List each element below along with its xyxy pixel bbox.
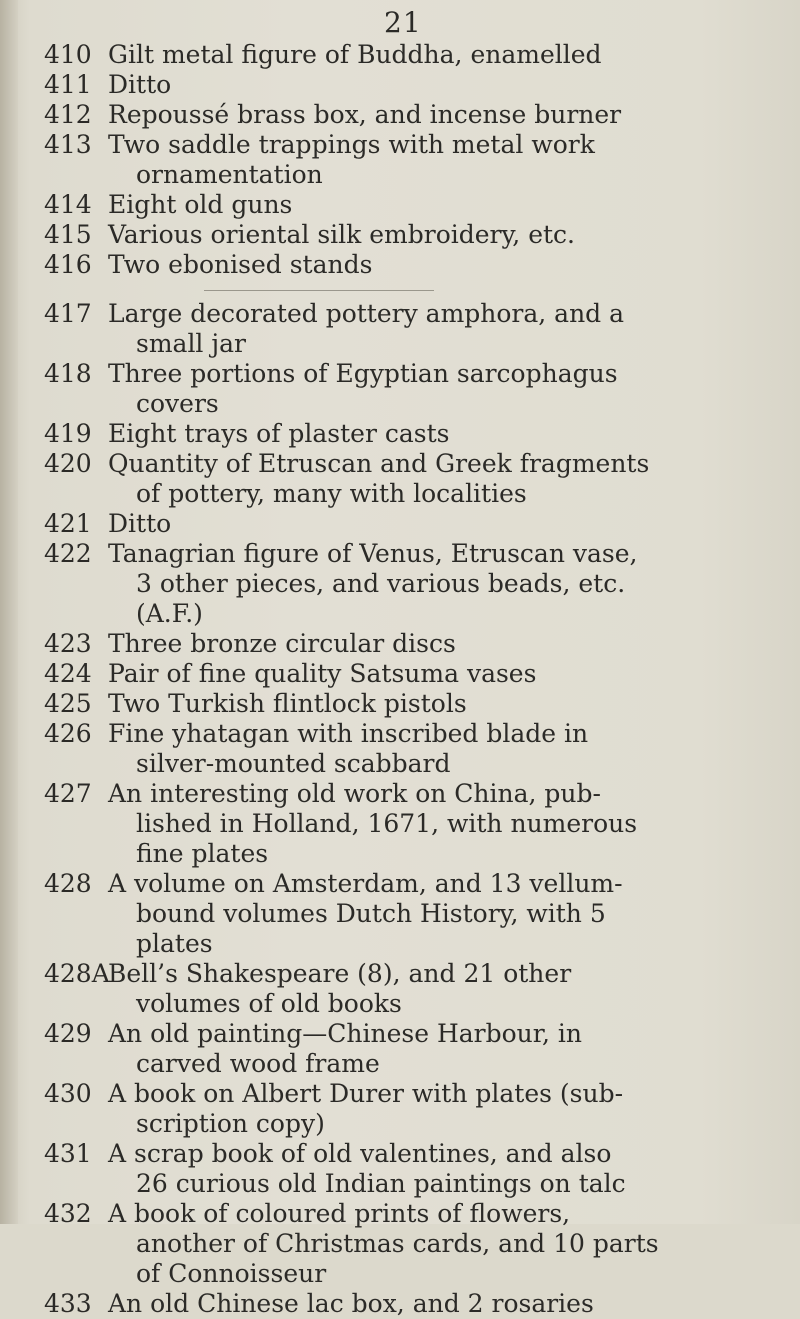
description-line: 26 curious old Indian paintings on talc xyxy=(136,1169,626,1198)
lot-description xyxy=(108,509,171,539)
catalog-entry xyxy=(44,1289,784,1319)
lot-description xyxy=(108,419,449,449)
description-line: A book on Albert Durer with plates (sub- xyxy=(108,1079,624,1108)
lot-description xyxy=(108,1289,594,1319)
description-line: A scrap book of old valentines, and also xyxy=(108,1139,612,1168)
catalog-entry xyxy=(44,539,784,629)
catalog-entry xyxy=(44,659,784,689)
description-line: Ditto xyxy=(108,509,172,538)
section-divider xyxy=(204,290,434,291)
lot-description xyxy=(108,659,536,689)
description-line: Fine yhatagan with inscribed blade in xyxy=(108,719,589,748)
lot-description xyxy=(108,220,575,250)
description-line: Three bronze circular discs xyxy=(108,629,456,658)
description-line: small jar xyxy=(136,329,246,358)
catalog-entry xyxy=(44,629,784,659)
lot-description xyxy=(108,250,372,280)
catalog-entry xyxy=(44,1139,784,1199)
lot-number: 428 xyxy=(44,869,92,898)
description-line: Large decorated pottery amphora, and a xyxy=(108,299,625,328)
lot-number: 429 xyxy=(44,1019,92,1048)
lot-number: 421 xyxy=(44,509,92,538)
description-line: 3 other pieces, and various beads, etc. xyxy=(136,569,626,598)
lot-number: 420 xyxy=(44,449,92,478)
lot-number: 426 xyxy=(44,719,92,748)
catalog-group-upper xyxy=(44,40,784,280)
lot-number: 433 xyxy=(44,1289,92,1318)
lot-number: 431 xyxy=(44,1139,92,1168)
description-line: ornamentation xyxy=(136,160,323,189)
catalog-entry xyxy=(44,1079,784,1139)
description-line: Pair of fine quality Satsuma vases xyxy=(108,659,537,688)
description-line: bound volumes Dutch History, with 5 xyxy=(136,899,606,928)
lot-number: 424 xyxy=(44,659,92,688)
lot-description xyxy=(108,299,624,359)
lot-description xyxy=(108,40,602,70)
lot-description xyxy=(108,1079,623,1139)
catalog-entry xyxy=(44,220,784,250)
description-line: carved wood frame xyxy=(136,1049,380,1078)
lot-number: 410 xyxy=(44,40,92,69)
lot-description xyxy=(108,719,588,779)
lot-description xyxy=(108,1199,659,1289)
description-line: Two Turkish flintlock pistols xyxy=(108,689,467,718)
description-line: Eight trays of plaster casts xyxy=(108,419,450,448)
lot-number: 417 xyxy=(44,299,92,328)
description-line: A volume on Amsterdam, and 13 vellum- xyxy=(108,869,623,898)
catalog-entry xyxy=(44,419,784,449)
catalog-entry xyxy=(44,359,784,419)
description-line: of Connoisseur xyxy=(136,1259,327,1288)
lot-description xyxy=(108,100,621,130)
lot-number: 418 xyxy=(44,359,92,388)
catalog-entry xyxy=(44,299,784,359)
lot-description xyxy=(108,190,292,220)
description-line: Eight old guns xyxy=(108,190,293,219)
lot-number: 422 xyxy=(44,539,92,568)
catalog-entry xyxy=(44,40,784,70)
lot-number: 425 xyxy=(44,689,92,718)
description-line: An old painting—Chinese Harbour, in xyxy=(108,1019,582,1048)
lot-number: 414 xyxy=(44,190,92,219)
lot-description xyxy=(108,130,595,190)
description-line: Three portions of Egyptian sarcophagus xyxy=(108,359,618,388)
lot-description xyxy=(108,449,649,509)
lot-description xyxy=(108,1019,582,1079)
lot-number: 412 xyxy=(44,100,92,129)
catalog-entry xyxy=(44,719,784,779)
description-line: Gilt metal figure of Buddha, enamelled xyxy=(108,40,602,69)
lot-description xyxy=(108,1139,626,1199)
lot-number: 430 xyxy=(44,1079,92,1108)
lot-description xyxy=(108,689,467,719)
lot-number: 432 xyxy=(44,1199,92,1228)
catalog-entry xyxy=(44,250,784,280)
lot-number: 427 xyxy=(44,779,92,808)
description-line: Various oriental silk embroidery, etc. xyxy=(108,220,575,249)
lot-description xyxy=(108,70,171,100)
description-line: fine plates xyxy=(136,839,269,868)
description-line: Quantity of Etruscan and Greek fragments xyxy=(108,449,650,478)
page-number: 21 xyxy=(384,6,422,39)
description-line: Two ebonised stands xyxy=(108,250,373,279)
lot-number: 416 xyxy=(44,250,92,279)
lot-number: 411 xyxy=(44,70,92,99)
page-edge-shadow xyxy=(0,0,18,1224)
lot-number: 423 xyxy=(44,629,92,658)
catalog-entry xyxy=(44,1199,784,1289)
description-line: of pottery, many with localities xyxy=(136,479,527,508)
lot-description xyxy=(108,869,623,959)
description-line: scription copy) xyxy=(136,1109,325,1138)
lot-description xyxy=(108,959,571,1019)
catalog-entry xyxy=(44,509,784,539)
description-line: Bell’s Shakespeare (8), and 21 other xyxy=(108,959,572,988)
lot-number: 415 xyxy=(44,220,92,249)
catalog-entry xyxy=(44,130,784,190)
description-line: covers xyxy=(136,389,219,418)
catalog-entry xyxy=(44,449,784,509)
lot-number: 419 xyxy=(44,419,92,448)
catalog-group-lower xyxy=(44,299,784,1319)
catalog-entry xyxy=(44,869,784,959)
description-line: Repoussé brass box, and incense burner xyxy=(108,100,622,129)
description-line: (A.F.) xyxy=(136,599,203,628)
catalog-entry xyxy=(44,689,784,719)
description-line: plates xyxy=(136,929,213,958)
catalog-entry xyxy=(44,70,784,100)
lot-description xyxy=(108,359,618,419)
description-line: Tanagrian figure of Venus, Etruscan vase, xyxy=(108,539,638,568)
description-line: lished in Holland, 1671, with numerous xyxy=(136,809,638,838)
description-line: Ditto xyxy=(108,70,172,99)
lot-description xyxy=(108,629,456,659)
catalog-entry xyxy=(44,190,784,220)
catalog-entry xyxy=(44,959,784,1019)
description-line: Two saddle trappings with metal work xyxy=(108,130,595,159)
description-line: silver-mounted scabbard xyxy=(136,749,451,778)
description-line: A book of coloured prints of flowers, xyxy=(108,1199,571,1228)
lot-description xyxy=(108,779,637,869)
lot-description xyxy=(108,539,637,629)
description-line: An old Chinese lac box, and 2 rosaries xyxy=(108,1289,594,1318)
catalog-list xyxy=(44,40,784,1319)
description-line: An interesting old work on China, pub- xyxy=(108,779,601,808)
lot-number: 428A xyxy=(44,959,110,988)
description-line: volumes of old books xyxy=(136,989,402,1018)
catalog-entry xyxy=(44,1019,784,1079)
catalog-entry xyxy=(44,100,784,130)
description-line: another of Christmas cards, and 10 parts xyxy=(136,1229,659,1258)
lot-number: 413 xyxy=(44,130,92,159)
catalog-entry xyxy=(44,779,784,869)
